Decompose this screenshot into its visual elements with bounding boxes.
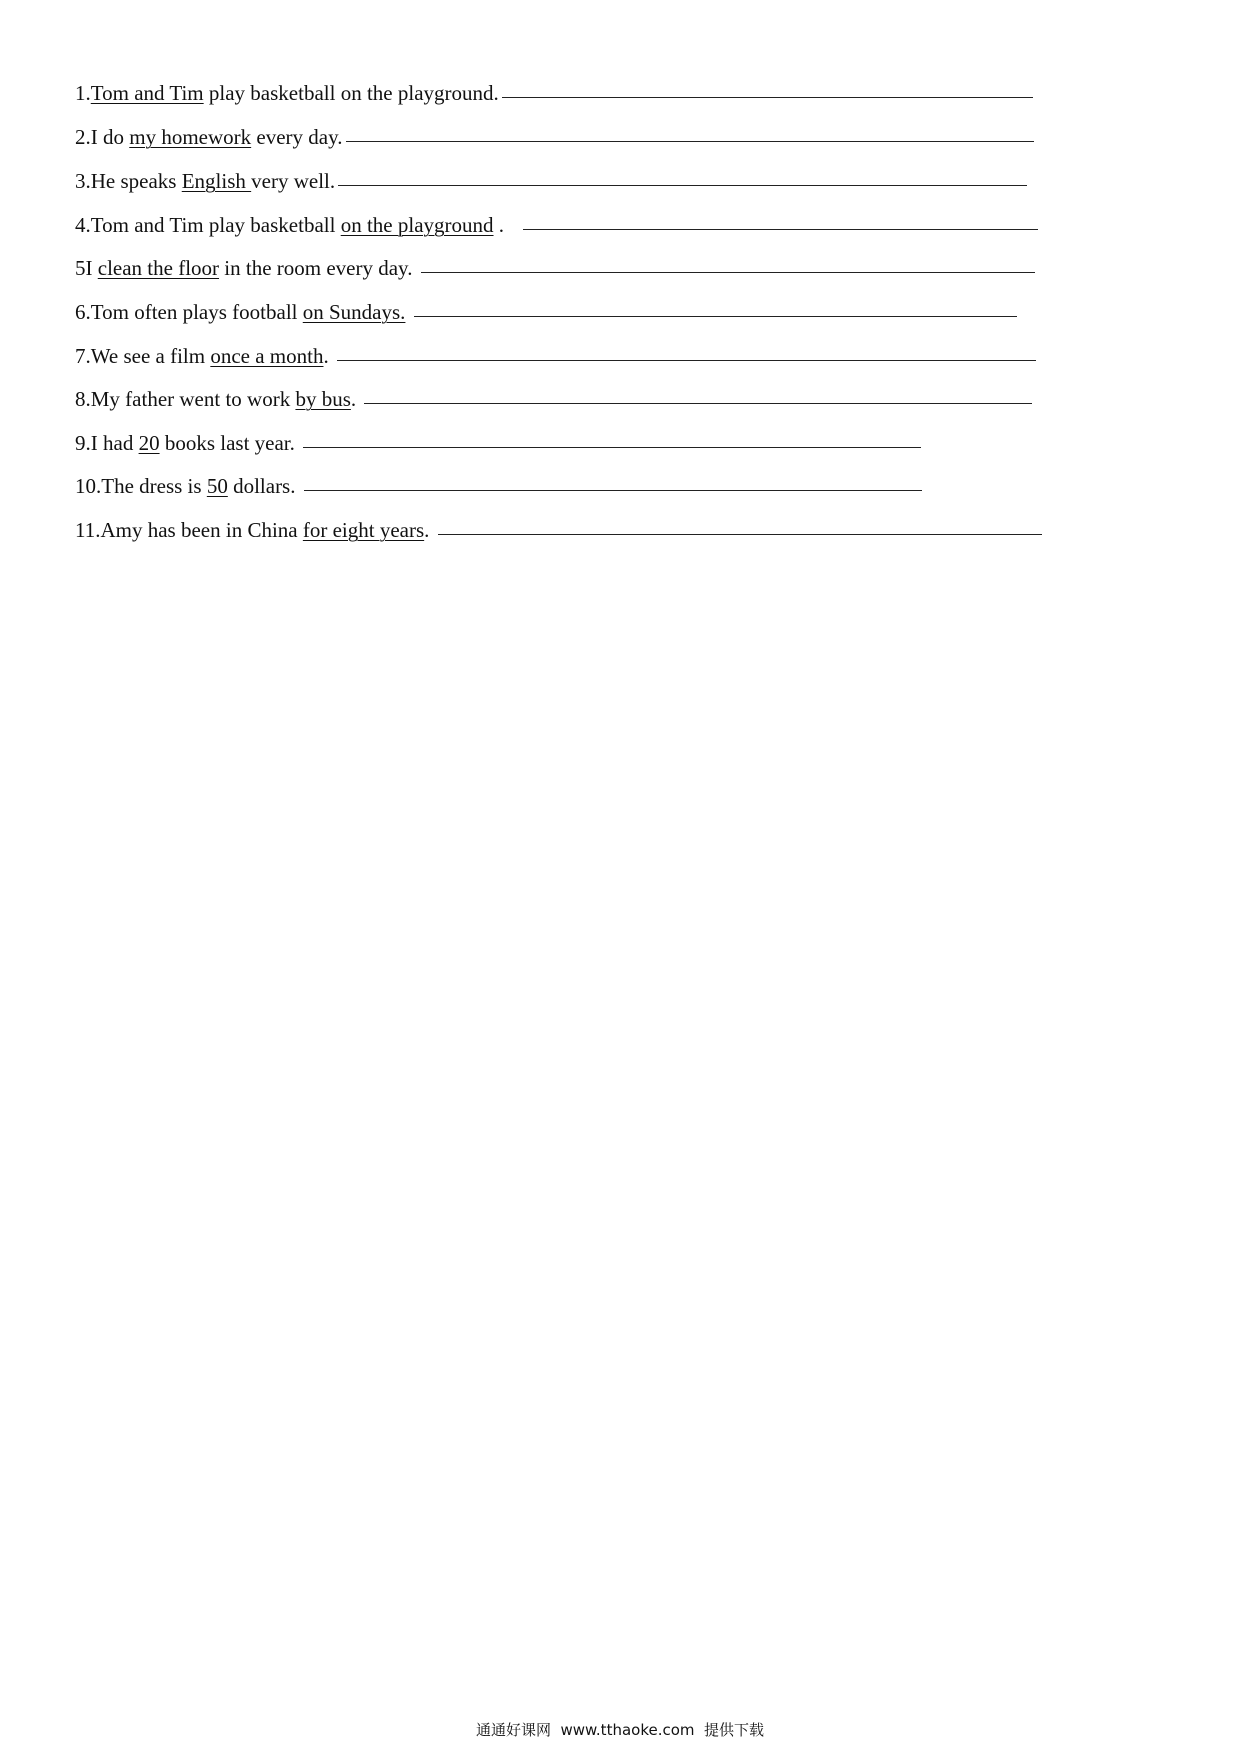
answer-line[interactable] [304,489,922,491]
answer-line[interactable] [414,315,1017,317]
underlined-phrase: 20 [138,431,160,455]
answer-line[interactable] [364,402,1032,404]
question-3 [75,167,1027,195]
question-text: 2.I do [75,125,130,149]
question-text: 9.I had [75,431,139,455]
question-10 [75,472,922,500]
question-text: 5I [75,256,98,280]
underlined-phrase: clean the floor [97,256,220,280]
question-text: in the room every day. [219,256,418,280]
question-text: books last year. [159,431,301,455]
question-text: 1. [75,81,91,105]
question-text: 6.Tom often plays football [75,300,303,324]
question-text: . [424,518,435,542]
question-7 [75,342,1036,370]
question-1 [75,79,1033,107]
question-text: every day. [251,125,343,149]
answer-line[interactable] [303,446,921,448]
question-9 [75,429,921,457]
question-text: . [350,387,362,411]
underlined-phrase: once a month [210,344,324,368]
answer-line[interactable] [421,271,1035,273]
question-text: 10.The dress is [75,474,207,498]
question-text: . [493,213,520,237]
question-text: 3.He speaks [75,169,182,193]
question-4 [75,211,1038,239]
underlined-phrase: for eight years [302,518,425,542]
underlined-phrase: my homework [129,125,252,149]
question-text: play basketball on the playground. [203,81,499,105]
question-text: 8.My father went to work [75,387,296,411]
question-text: very well. [251,169,336,193]
question-text: 11.Amy has been in China [75,518,303,542]
question-text: 4.Tom and Tim play basketball [75,213,341,237]
answer-line[interactable] [338,184,1027,186]
question-11 [75,516,1042,544]
question-6 [75,298,1017,326]
answer-line[interactable] [438,533,1042,535]
answer-line[interactable] [523,228,1038,230]
underlined-phrase: 50 [206,474,228,498]
question-text: 7.We see a film [75,344,211,368]
question-text [405,298,410,326]
answer-line[interactable] [346,140,1035,142]
underlined-phrase: on the playground [340,213,494,237]
underlined-phrase: Tom and Tim [90,81,204,105]
answer-line[interactable] [337,359,1036,361]
answer-line[interactable] [502,96,1033,98]
question-8 [75,385,1032,413]
underlined-phrase: by bus [295,387,351,411]
question-text: dollars. [227,474,301,498]
question-5 [75,254,1035,282]
underlined-phrase: English [181,169,252,193]
underlined-phrase: on Sundays. [302,300,406,324]
question-text: . [323,344,334,368]
page-footer: 通通好课网 www.tthaoke.com 提供下载 [475,1721,765,1739]
question-2 [75,123,1034,151]
